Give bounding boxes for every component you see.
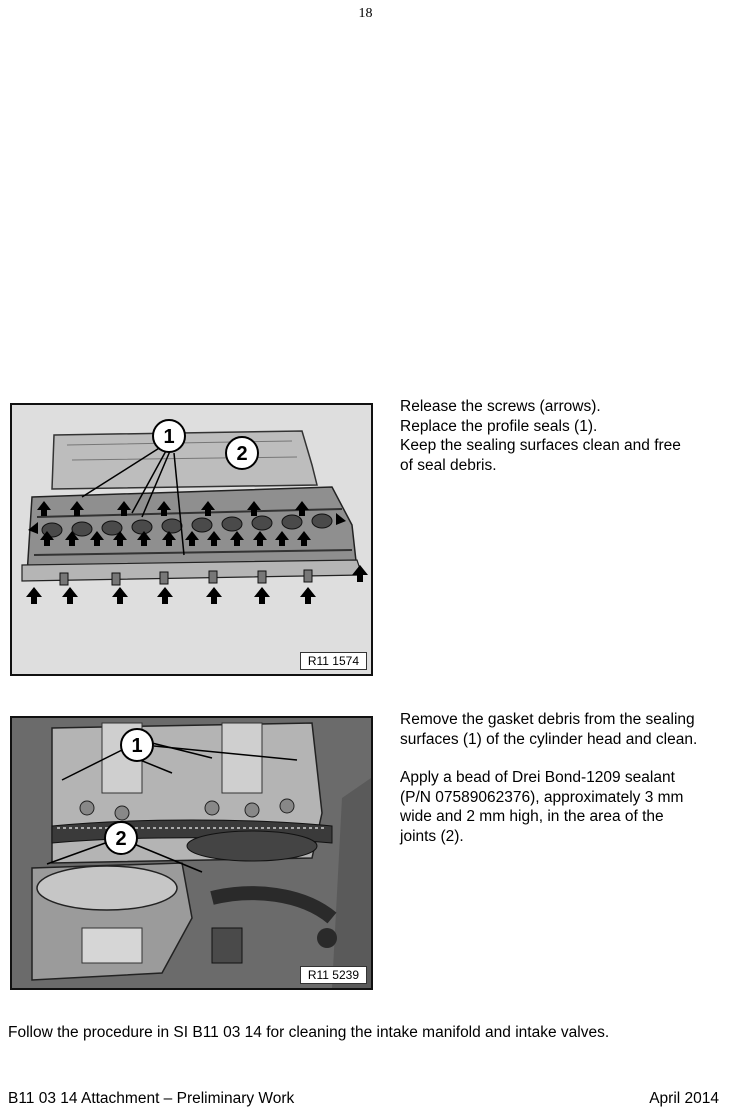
instruction-line: (P/N 07589062376), approximately 3 mm bbox=[400, 788, 684, 806]
svg-text:1: 1 bbox=[163, 426, 175, 448]
instruction-line: surfaces (1) of the cylinder head and clean. bbox=[400, 730, 698, 748]
figure-cylinder-head-cover bbox=[10, 403, 373, 676]
instruction-line: of seal debris. bbox=[400, 456, 497, 474]
instruction-block-2 bbox=[400, 710, 697, 846]
svg-text:1: 1 bbox=[131, 735, 143, 757]
callout-2 bbox=[226, 437, 258, 469]
page-number: 18 bbox=[358, 6, 373, 21]
timing-chain-illustration bbox=[12, 718, 371, 988]
footer-document-title: B11 03 14 Attachment – Preliminary Work bbox=[8, 1090, 295, 1107]
instruction-line: joints (2). bbox=[400, 827, 464, 845]
instruction-line: Keep the sealing surfaces clean and free bbox=[400, 437, 681, 454]
svg-text:2: 2 bbox=[115, 828, 127, 850]
engine-cover-illustration bbox=[12, 405, 371, 674]
instruction-line: Remove the gasket debris from the sealing bbox=[400, 711, 695, 728]
figure-reference: R11 1574 bbox=[300, 652, 367, 670]
callout-2 bbox=[105, 822, 137, 854]
figure-reference: R11 5239 bbox=[300, 966, 367, 984]
instruction-line: Replace the profile seals (1). bbox=[400, 417, 598, 435]
figure-cylinder-head-joints bbox=[10, 716, 373, 990]
footer-date: April 2014 bbox=[649, 1090, 719, 1107]
callout-1 bbox=[121, 729, 153, 761]
instruction-line: Release the screws (arrows). bbox=[400, 398, 601, 415]
instruction-line: Apply a bead of Drei Bond-1209 sealant bbox=[400, 769, 675, 786]
svg-text:2: 2 bbox=[236, 443, 248, 465]
instruction-line: wide and 2 mm high, in the area of the bbox=[400, 808, 664, 825]
procedure-note: Follow the procedure in SI B11 03 14 for cleaning the intake manifold and intake valves. bbox=[8, 1024, 610, 1041]
instruction-block-1 bbox=[400, 397, 681, 475]
callout-1 bbox=[153, 420, 185, 452]
